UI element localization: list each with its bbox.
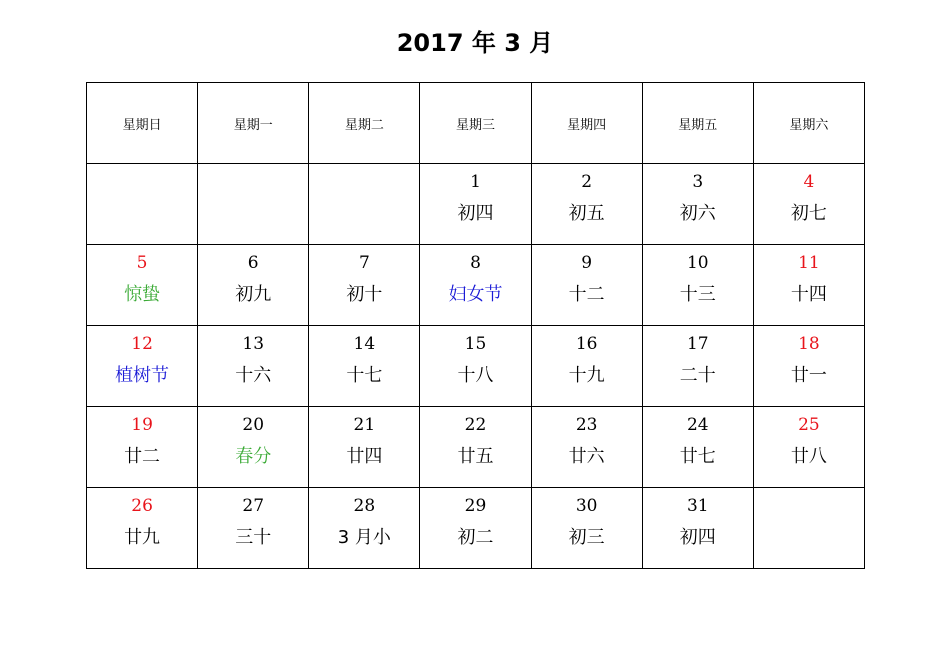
day-cell bbox=[753, 245, 864, 326]
festival-label: 植树节 bbox=[115, 365, 170, 386]
day-number: 2 bbox=[581, 172, 593, 192]
day-number: 13 bbox=[242, 334, 265, 354]
lunar-date: 初二 bbox=[457, 527, 494, 548]
day-number: 6 bbox=[247, 253, 259, 273]
lunar-date: 廿九 bbox=[124, 527, 161, 548]
day-cell bbox=[531, 164, 642, 245]
day-cell bbox=[531, 245, 642, 326]
lunar-date: 三十 bbox=[235, 527, 272, 548]
lunar-date: 初五 bbox=[568, 203, 605, 224]
weekday-header-sun: 星期日 bbox=[87, 83, 198, 164]
day-cell bbox=[198, 245, 309, 326]
day-number: 22 bbox=[464, 415, 487, 435]
day-cell bbox=[87, 245, 198, 326]
week-row bbox=[87, 245, 865, 326]
day-number: 27 bbox=[242, 496, 265, 516]
day-number: 17 bbox=[686, 334, 709, 354]
day-cell bbox=[87, 488, 198, 569]
day-cell bbox=[753, 164, 864, 245]
day-number: 25 bbox=[798, 415, 820, 435]
day-number: 12 bbox=[131, 334, 153, 354]
day-cell bbox=[642, 245, 753, 326]
week-row bbox=[87, 164, 865, 245]
day-cell bbox=[642, 164, 753, 245]
weekday-header-tue: 星期二 bbox=[309, 83, 420, 164]
weekday-header-sat: 星期六 bbox=[753, 83, 864, 164]
weekday-header-wed: 星期三 bbox=[420, 83, 531, 164]
festival-label: 妇女节 bbox=[448, 284, 503, 305]
lunar-date: 廿六 bbox=[568, 446, 605, 467]
day-cell bbox=[420, 488, 531, 569]
day-number: 8 bbox=[470, 253, 481, 273]
lunar-date: 初四 bbox=[679, 527, 716, 548]
day-number: 10 bbox=[686, 253, 709, 273]
week-row bbox=[87, 326, 865, 407]
week-row bbox=[87, 488, 865, 569]
lunar-date: 初四 bbox=[457, 203, 494, 224]
day-cell bbox=[87, 407, 198, 488]
lunar-date: 十九 bbox=[568, 365, 605, 386]
day-number: 20 bbox=[242, 415, 265, 435]
lunar-date: 十八 bbox=[457, 365, 494, 386]
day-number: 21 bbox=[353, 415, 376, 435]
lunar-date: 十六 bbox=[235, 365, 272, 386]
lunar-date: 初十 bbox=[346, 284, 383, 305]
lunar-date: 廿八 bbox=[790, 446, 827, 467]
lunar-date: 二十 bbox=[679, 365, 716, 386]
day-cell bbox=[87, 326, 198, 407]
day-number: 31 bbox=[686, 496, 709, 516]
weekday-header-mon: 星期一 bbox=[198, 83, 309, 164]
calendar-grid bbox=[86, 82, 865, 569]
lunar-date: 十七 bbox=[346, 365, 383, 386]
solar-term-label: 春分 bbox=[235, 446, 272, 467]
empty-day-cell bbox=[753, 488, 864, 569]
lunar-date: 十三 bbox=[679, 284, 716, 305]
lunar-date: 廿一 bbox=[790, 365, 827, 386]
day-cell bbox=[531, 488, 642, 569]
day-number: 29 bbox=[464, 496, 487, 516]
day-cell bbox=[642, 488, 753, 569]
day-cell bbox=[642, 407, 753, 488]
solar-term-label: 惊蛰 bbox=[124, 284, 161, 305]
lunar-date: 廿四 bbox=[346, 446, 383, 467]
day-cell bbox=[309, 245, 420, 326]
empty-day-cell bbox=[309, 164, 420, 245]
empty-day-cell bbox=[87, 164, 198, 245]
day-cell bbox=[420, 245, 531, 326]
day-cell bbox=[420, 164, 531, 245]
day-number: 1 bbox=[470, 172, 481, 192]
calendar-title: 2017 年 3 月 bbox=[396, 29, 554, 57]
day-cell bbox=[420, 407, 531, 488]
day-cell bbox=[531, 326, 642, 407]
empty-day-cell bbox=[198, 164, 309, 245]
day-cell bbox=[198, 407, 309, 488]
lunar-date: 廿七 bbox=[679, 446, 716, 467]
day-number: 26 bbox=[131, 496, 153, 516]
day-number: 18 bbox=[798, 334, 820, 354]
weekday-header-fri: 星期五 bbox=[642, 83, 753, 164]
day-number: 28 bbox=[353, 496, 376, 516]
weekday-header-thu: 星期四 bbox=[531, 83, 642, 164]
day-cell bbox=[420, 326, 531, 407]
lunar-date: 十二 bbox=[568, 284, 605, 305]
day-number: 11 bbox=[798, 253, 820, 273]
day-cell bbox=[309, 488, 420, 569]
day-cell bbox=[753, 326, 864, 407]
day-cell bbox=[198, 326, 309, 407]
day-number: 15 bbox=[464, 334, 487, 354]
day-cell bbox=[309, 407, 420, 488]
lunar-date: 廿五 bbox=[457, 446, 494, 467]
day-cell bbox=[753, 407, 864, 488]
day-number: 3 bbox=[692, 172, 704, 192]
lunar-date: 廿二 bbox=[124, 446, 161, 467]
lunar-date: 初六 bbox=[679, 203, 716, 224]
day-number: 30 bbox=[575, 496, 598, 516]
day-number: 7 bbox=[358, 253, 370, 273]
day-number: 5 bbox=[136, 253, 148, 273]
day-number: 24 bbox=[686, 415, 709, 435]
lunar-date: 3 月小 bbox=[337, 527, 391, 548]
day-number: 23 bbox=[575, 415, 598, 435]
day-number: 19 bbox=[131, 415, 153, 435]
day-number: 16 bbox=[575, 334, 598, 354]
day-number: 9 bbox=[581, 253, 593, 273]
lunar-date: 初九 bbox=[235, 284, 272, 305]
day-cell bbox=[309, 326, 420, 407]
lunar-date: 初七 bbox=[790, 203, 827, 224]
day-cell bbox=[531, 407, 642, 488]
calendar-body bbox=[87, 164, 865, 569]
week-row bbox=[87, 407, 865, 488]
day-number: 4 bbox=[803, 172, 815, 192]
lunar-date: 十四 bbox=[790, 284, 827, 305]
day-cell bbox=[198, 488, 309, 569]
weekday-header-row bbox=[87, 83, 865, 164]
day-number: 14 bbox=[353, 334, 376, 354]
lunar-date: 初三 bbox=[568, 527, 605, 548]
day-cell bbox=[642, 326, 753, 407]
